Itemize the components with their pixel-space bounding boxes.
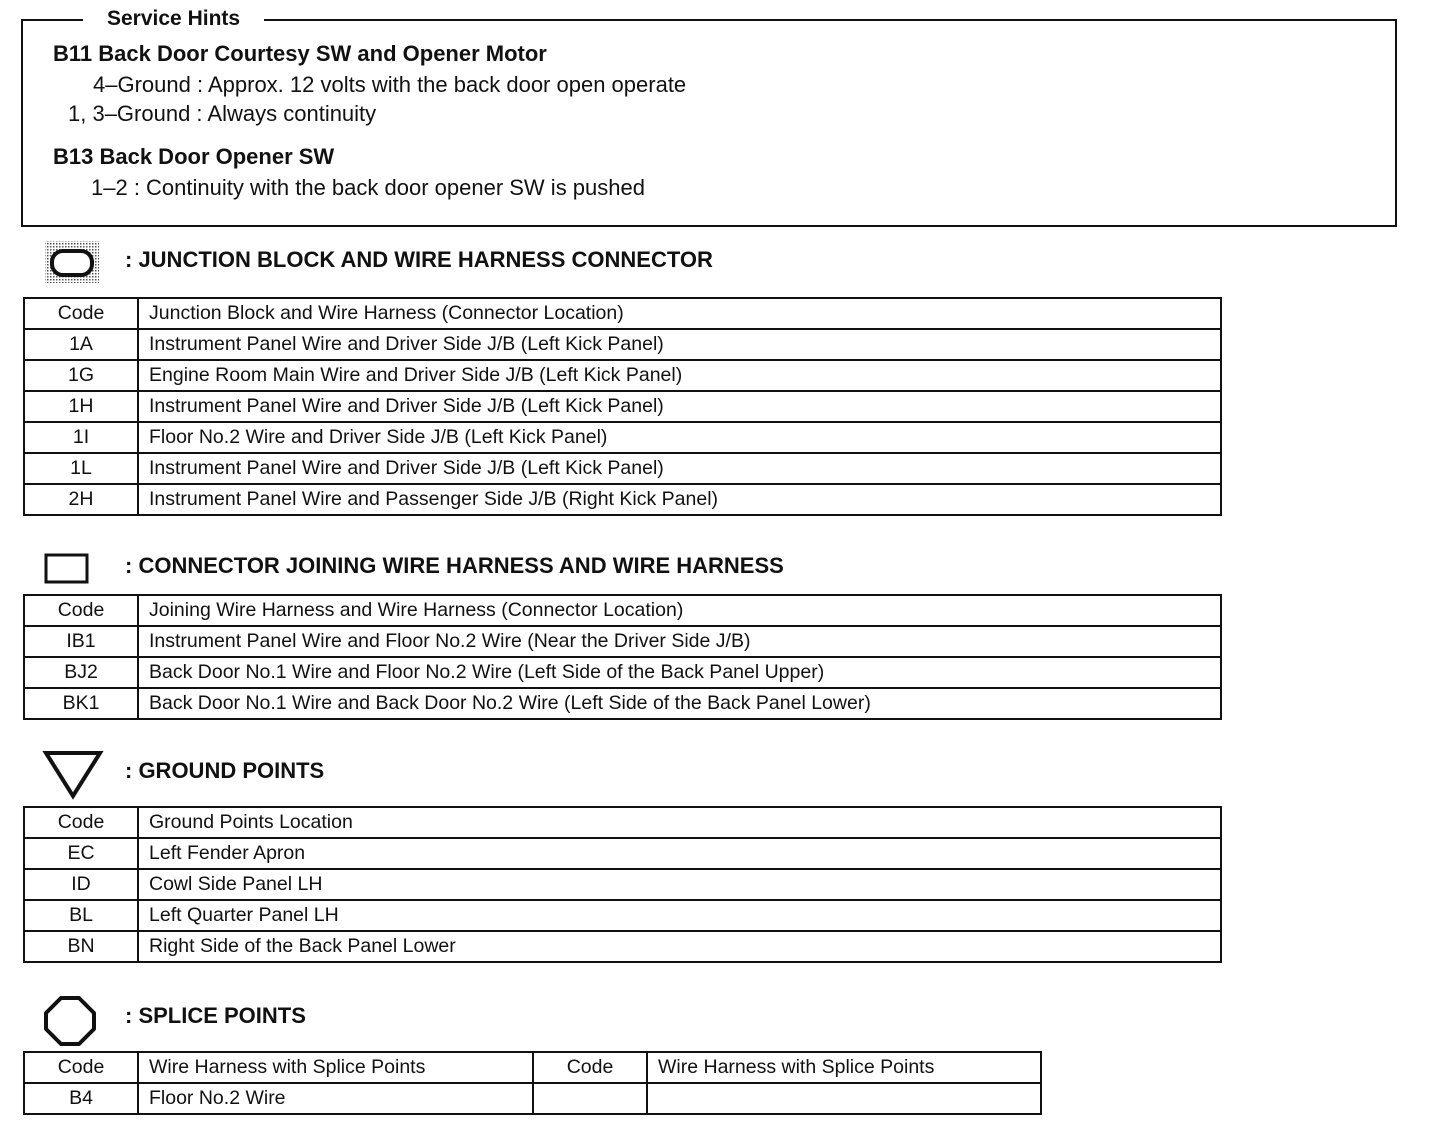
splice-table — [23, 1051, 1042, 1115]
service-hints-legend: Service Hints — [83, 5, 264, 33]
row-code: 1I — [24, 422, 138, 453]
row-location: Engine Room Main Wire and Driver Side J/B (Left Kick Panel) — [138, 360, 1221, 391]
row-location: Instrument Panel Wire and Passenger Side J/B (Right Kick Panel) — [138, 484, 1221, 515]
row-location: Instrument Panel Wire and Driver Side J/B (Left Kick Panel) — [138, 329, 1221, 360]
splice-heading: : SPLICE POINTS — [125, 1003, 306, 1028]
header-code: Code — [24, 595, 138, 626]
row-code: EC — [24, 838, 138, 869]
row-location: Back Door No.1 Wire and Floor No.2 Wire (Left Side of the Back Panel Upper) — [138, 657, 1221, 688]
header-code: Code — [24, 807, 138, 838]
junction-table — [23, 297, 1222, 516]
row-code: 1H — [24, 391, 138, 422]
table-row — [24, 626, 1221, 657]
connector-heading: : CONNECTOR JOINING WIRE HARNESS AND WIRE HARNESS — [125, 553, 784, 578]
header-location: Junction Block and Wire Harness (Connector Location) — [138, 298, 1221, 329]
row-location: Left Fender Apron — [138, 838, 1221, 869]
splice-point-icon — [43, 995, 97, 1047]
row-code: 1L — [24, 453, 138, 484]
row-code: 2H — [24, 484, 138, 515]
hint-b13-title: B13 Back Door Opener SW — [53, 144, 335, 169]
row-location: Back Door No.1 Wire and Back Door No.2 Wire (Left Side of the Back Panel Lower) — [138, 688, 1221, 719]
table-row — [24, 1083, 1041, 1114]
hint-b13-line-1: 1–2 : Continuity with the back door opener SW is pushed — [91, 175, 645, 200]
hint-b11-title: B11 Back Door Courtesy SW and Opener Motor — [53, 41, 547, 66]
row-code: ID — [24, 869, 138, 900]
row-code: BJ2 — [24, 657, 138, 688]
row-location: Left Quarter Panel LH — [138, 900, 1221, 931]
connector-table — [23, 594, 1222, 720]
ground-heading: : GROUND POINTS — [125, 758, 325, 783]
table-header-row — [24, 298, 1221, 329]
table-header-row — [24, 1052, 1041, 1083]
hint-b11-line-2: 1, 3–Ground : Always continuity — [68, 101, 377, 126]
table-row — [24, 931, 1221, 962]
row-location: Instrument Panel Wire and Driver Side J/B (Left Kick Panel) — [138, 391, 1221, 422]
row-location: Floor No.2 Wire and Driver Side J/B (Left Kick Panel) — [138, 422, 1221, 453]
table-row — [24, 360, 1221, 391]
table-row — [24, 688, 1221, 719]
header-location: Ground Points Location — [138, 807, 1221, 838]
row-location: Instrument Panel Wire and Floor No.2 Wire (Near the Driver Side J/B) — [138, 626, 1221, 657]
table-header-row — [24, 595, 1221, 626]
table-row — [24, 453, 1221, 484]
junction-heading: : JUNCTION BLOCK AND WIRE HARNESS CONNECTOR — [125, 247, 713, 272]
hint-b11-line-1: 4–Ground : Approx. 12 volts with the back door open operate — [93, 72, 687, 97]
ground-table — [23, 806, 1222, 963]
table-row — [24, 422, 1221, 453]
header-code: Code — [24, 1052, 138, 1083]
junction-block-icon — [44, 240, 100, 284]
row-code-2 — [533, 1083, 647, 1114]
table-row — [24, 391, 1221, 422]
row-code: B4 — [24, 1083, 138, 1114]
ground-point-icon — [42, 750, 104, 800]
table-row — [24, 329, 1221, 360]
row-location: Right Side of the Back Panel Lower — [138, 931, 1221, 962]
table-row — [24, 657, 1221, 688]
table-row — [24, 484, 1221, 515]
table-row — [24, 838, 1221, 869]
table-header-row — [24, 807, 1221, 838]
table-row — [24, 869, 1221, 900]
row-code: BL — [24, 900, 138, 931]
row-code: 1A — [24, 329, 138, 360]
header-location: Joining Wire Harness and Wire Harness (Connector Location) — [138, 595, 1221, 626]
connector-icon — [44, 553, 90, 585]
row-wire-harness: Floor No.2 Wire — [138, 1083, 533, 1114]
row-code: BK1 — [24, 688, 138, 719]
row-code: IB1 — [24, 626, 138, 657]
header-code: Code — [24, 298, 138, 329]
table-row — [24, 900, 1221, 931]
row-code: BN — [24, 931, 138, 962]
row-location: Cowl Side Panel LH — [138, 869, 1221, 900]
row-location: Instrument Panel Wire and Driver Side J/B (Left Kick Panel) — [138, 453, 1221, 484]
header-wire-harness-2: Wire Harness with Splice Points — [647, 1052, 1041, 1083]
header-code-2: Code — [533, 1052, 647, 1083]
row-wire-harness-2 — [647, 1083, 1041, 1114]
header-wire-harness: Wire Harness with Splice Points — [138, 1052, 533, 1083]
row-code: 1G — [24, 360, 138, 391]
